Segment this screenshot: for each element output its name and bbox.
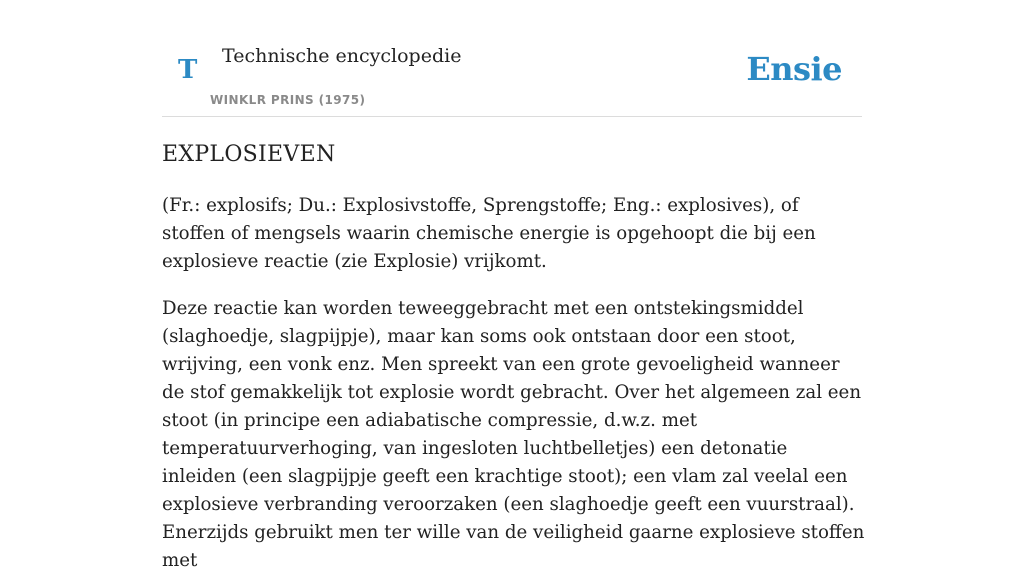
ensie-logo[interactable]: Ensie — [746, 50, 842, 88]
entry-paragraph: (Fr.: explosifs; Du.: Explosivstoffe, Sprengstoffe; Eng.: explosives), of stoffen of mengsels waarin chemische energie is opgehoopt die bij een explosieve reactie (zie Explosie) vrijkomt. — [162, 195, 816, 272]
site-header — [162, 0, 862, 117]
encyclopedia-title[interactable]: Technische encyclopedie — [222, 45, 462, 67]
entry-title: EXPLOSIEVEN — [162, 142, 336, 167]
encyclopedia-logo-icon[interactable]: T — [178, 55, 198, 85]
encyclopedia-source: WINKLR PRINS (1975) — [210, 93, 366, 107]
article-body — [162, 140, 867, 575]
entry-paragraph: Deze reactie kan worden teweeggebracht met een ontstekingsmiddel (slaghoedje, slagpijpje), maar kan soms ook ontstaan door een stoot, wrijving, een vonk enz. Men spreekt van een grote gevoeligheid wanneer de stof gemakkelijk tot explosie wordt gebracht. Over het algemeen zal een stoot (in principe een adiabatische compressie, d.w.z. met temperatuurverhoging, van ingesloten luchtbelletjes) een detonatie inleiden (een slagpijpje geeft een krachtige stoot); een vlam zal veelal een explosieve verbranding veroorzaken (een slaghoedje geeft een vuurstraal). Enerzijds gebruikt men ter wille van de veiligheid gaarne explosieve stoffen met — [162, 298, 865, 571]
